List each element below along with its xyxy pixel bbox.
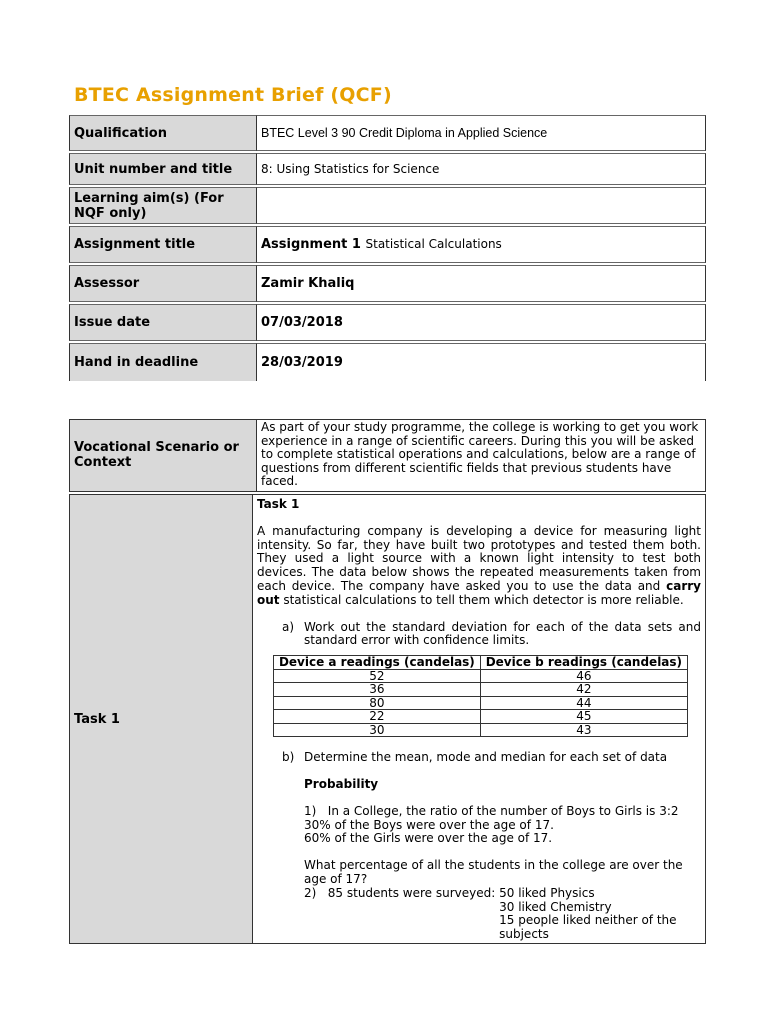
assessor-value: Zamir Khaliq	[256, 265, 706, 302]
issue-date-row	[69, 304, 706, 341]
learning-aim-row	[69, 187, 706, 224]
assignment-number: Assignment 1	[261, 237, 361, 252]
task-section	[69, 494, 706, 944]
task-content	[253, 495, 705, 943]
learning-aim-label: Learning aim(s) (For NQF only)	[69, 187, 256, 224]
deadline-label: Hand in deadline	[69, 343, 256, 381]
issue-date-value: 07/03/2018	[256, 304, 706, 341]
probability-heading: Probability	[304, 776, 379, 791]
task-intro: A manufacturing company is developing a device for measuring light intensity. So far, they have built two prototypes and tested them both. They used a light source with a known light intensity to test both devices. The data below shows the repeated measurements taken from each device. The company have asked you to use the data and carry out statistical calculations to tell them which detector is more reliable.	[257, 523, 701, 607]
q1-line-2: 30% of the Boys were over the age of 17.	[304, 817, 554, 832]
deadline-value: 28/03/2019	[256, 343, 706, 381]
task-label: Task 1	[70, 495, 253, 943]
deadline-row	[69, 343, 706, 381]
device-b-cell: 44	[480, 696, 687, 710]
q2-line-2: 30 liked Chemistry	[499, 899, 612, 914]
part-a-marker: a)	[282, 619, 295, 634]
unit-label: Unit number and title	[69, 153, 256, 185]
unit-value: 8: Using Statistics for Science	[256, 153, 706, 185]
table-row	[274, 710, 688, 724]
learning-aim-value	[256, 187, 706, 224]
qualification-row	[69, 115, 706, 151]
issue-date-label: Issue date	[69, 304, 256, 341]
assignment-title-label: Assignment title	[69, 226, 256, 263]
question-2	[304, 887, 701, 942]
table-row	[274, 669, 688, 683]
scenario-label: Vocational Scenario or Context	[70, 420, 257, 492]
assignment-title-value	[256, 226, 706, 263]
unit-row	[69, 153, 706, 185]
device-b-cell: 43	[480, 723, 687, 737]
assignment-name: Statistical Calculations	[365, 237, 502, 251]
part-b-text: Determine the mean, mode and median for each set of data	[304, 750, 668, 765]
part-a-text: Work out the standard deviation for each of the data sets and standard error with confidence limits.	[304, 619, 701, 648]
table-row	[274, 723, 688, 737]
q2-lead: 2) 85 students were surveyed:	[304, 885, 496, 900]
qualification-value: BTEC Level 3 90 Credit Diploma in Applied Science	[256, 115, 706, 151]
q2-line-3: 15 people liked neither of the subjects	[499, 913, 677, 942]
table-row	[274, 696, 688, 710]
device-b-cell: 46	[480, 669, 687, 683]
assessor-row	[69, 265, 706, 302]
scenario-text: As part of your study programme, the college is working to get you work experience in a range of scientific careers. During this you will be asked to complete statistical operations and calculations, below are a range of questions from different scientific fields that previous students have faced.	[257, 420, 706, 492]
part-a	[282, 621, 701, 649]
q2-line-1: 50 liked Physics	[499, 885, 595, 900]
assignment-title-row	[69, 226, 706, 263]
device-a-cell: 30	[274, 723, 481, 737]
question-1	[304, 805, 701, 887]
readings-table	[273, 655, 688, 737]
part-b-marker: b)	[282, 750, 295, 765]
device-a-cell: 22	[274, 710, 481, 724]
device-a-cell: 52	[274, 669, 481, 683]
q1-line-3: 60% of the Girls were over the age of 17.	[304, 831, 553, 846]
device-a-cell: 80	[274, 696, 481, 710]
scenario-table	[69, 419, 706, 492]
assessor-label: Assessor	[69, 265, 256, 302]
device-a-cell: 36	[274, 683, 481, 697]
q2-answers	[499, 887, 679, 942]
device-b-cell: 45	[480, 710, 687, 724]
device-b-cell: 42	[480, 683, 687, 697]
document-title: BTEC Assignment Brief (QCF)	[74, 84, 392, 106]
assignment-info-table	[69, 113, 706, 383]
qualification-label: Qualification	[69, 115, 256, 151]
device-a-header: Device a readings (candelas)	[274, 656, 481, 670]
part-b	[282, 751, 701, 765]
table-row	[274, 683, 688, 697]
q1-line-1: 1) In a College, the ratio of the number of Boys to Girls is 3:2	[304, 803, 679, 818]
task-heading: Task 1	[257, 497, 300, 511]
device-b-header: Device b readings (candelas)	[480, 656, 687, 670]
q1-question: What percentage of all the students in the college are over the age of 17?	[304, 858, 683, 886]
